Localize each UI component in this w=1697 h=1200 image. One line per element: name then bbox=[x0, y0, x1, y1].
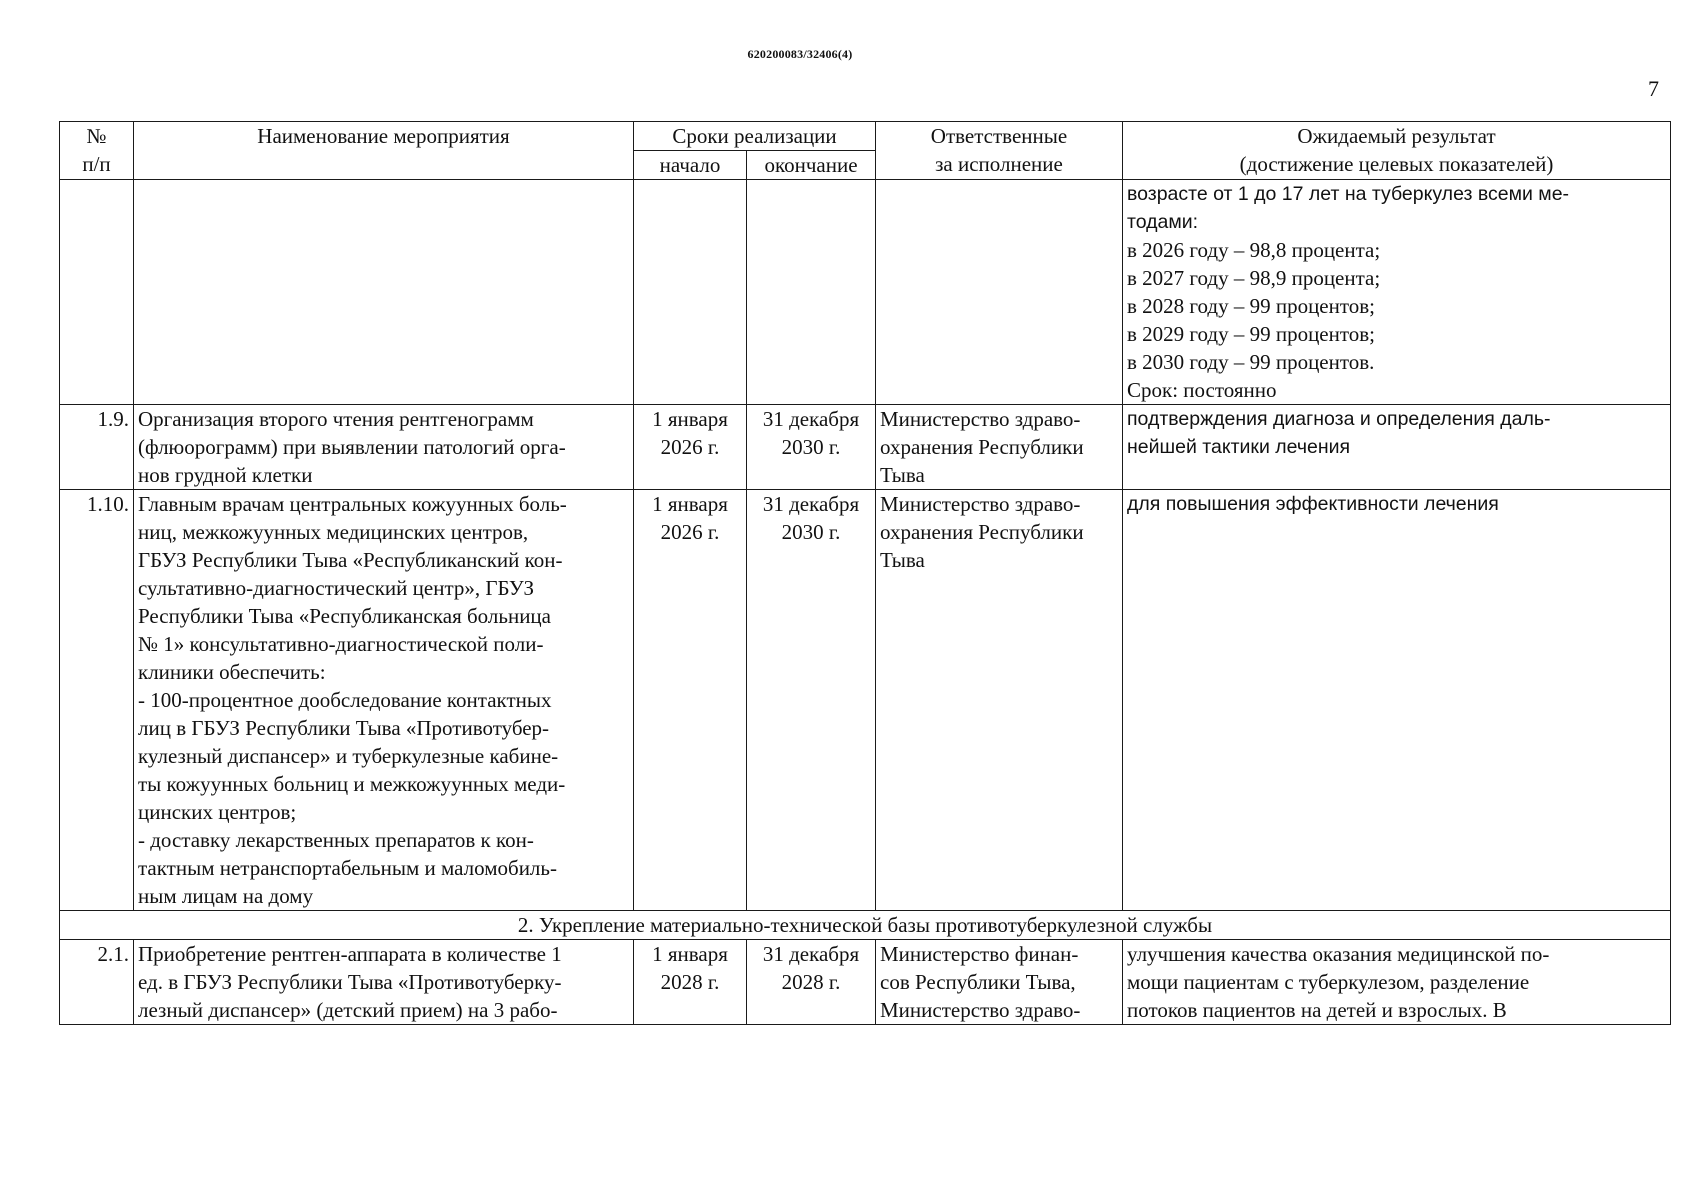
name-line: (флюорограмм) при выявлении патологий орга- bbox=[138, 435, 566, 459]
name-line: - 100-процентное дообследование контактных bbox=[138, 688, 552, 712]
start-line: 1 января bbox=[652, 407, 728, 431]
name-line: ным лицам на дому bbox=[138, 884, 314, 908]
result-line: в 2030 году – 99 процентов. bbox=[1127, 350, 1375, 374]
cell-name bbox=[134, 940, 634, 1025]
header-row-1 bbox=[60, 122, 1671, 151]
table-row bbox=[60, 405, 1671, 490]
cell-start bbox=[634, 405, 747, 490]
name-line: сультативно-диагностический центр», ГБУЗ bbox=[138, 576, 534, 600]
name-line: нов грудной клетки bbox=[138, 463, 313, 487]
document-id: 620200083/32406(4) bbox=[747, 47, 853, 61]
cell-end bbox=[747, 405, 876, 490]
header-result bbox=[1123, 122, 1671, 180]
name-line: № 1» консультативно-диагностической поли- bbox=[138, 632, 544, 656]
result-line: в 2029 году – 99 процентов; bbox=[1127, 322, 1376, 346]
responsible-line: Министерство здраво- bbox=[880, 407, 1081, 431]
responsible-line: охранения Республики bbox=[880, 435, 1084, 459]
header-name: Наименование мероприятия bbox=[134, 122, 634, 180]
result-line: улучшения качества оказания медицинской по- bbox=[1127, 942, 1550, 966]
measures-table bbox=[59, 121, 1671, 1025]
cell-num: 1.10. bbox=[60, 490, 134, 911]
responsible-line: Тыва bbox=[880, 548, 925, 572]
end-line: 31 декабря bbox=[762, 407, 860, 431]
responsible-line: сов Республики Тыва, bbox=[880, 970, 1076, 994]
result-line: потоков пациентов на детей и взрослых. В bbox=[1127, 998, 1507, 1022]
result-line: в 2028 году – 99 процентов; bbox=[1127, 294, 1376, 318]
header-responsible-line: за исполнение bbox=[935, 152, 1063, 176]
cell-responsible bbox=[876, 180, 1123, 405]
name-line: ГБУЗ Республики Тыва «Республиканский кон- bbox=[138, 548, 563, 572]
header-result-line: Ожидаемый результат bbox=[1297, 124, 1496, 148]
name-line: Организация второго чтения рентгенограмм bbox=[138, 407, 534, 431]
cell-responsible bbox=[876, 405, 1123, 490]
end-line: 2028 г. bbox=[781, 970, 841, 994]
section-row bbox=[60, 911, 1671, 940]
name-line: лиц в ГБУЗ Республики Тыва «Противотубер- bbox=[138, 716, 550, 740]
end-line: 31 декабря bbox=[762, 492, 860, 516]
start-line: 1 января bbox=[652, 492, 728, 516]
name-line: Главным врачам центральных кожуунных боль- bbox=[138, 492, 567, 516]
cell-result bbox=[1123, 405, 1671, 490]
header-end: окончание bbox=[747, 151, 876, 180]
end-line: 2030 г. bbox=[781, 435, 841, 459]
result-line: для повышения эффективности лечения bbox=[1127, 493, 1499, 515]
responsible-line: Министерство здраво- bbox=[880, 998, 1081, 1022]
name-line: Республики Тыва «Республиканская больница bbox=[138, 604, 551, 628]
name-line: клиники обеспечить: bbox=[138, 660, 326, 684]
cell-end bbox=[747, 180, 876, 405]
cell-start bbox=[634, 180, 747, 405]
result-line: мощи пациентам с туберкулезом, разделение bbox=[1127, 970, 1530, 994]
table-row bbox=[60, 940, 1671, 1025]
end-line: 2030 г. bbox=[781, 520, 841, 544]
cell-num: 2.1. bbox=[60, 940, 134, 1025]
cell-start bbox=[634, 940, 747, 1025]
responsible-line: Министерство финан- bbox=[880, 942, 1079, 966]
cell-result bbox=[1123, 940, 1671, 1025]
cell-responsible bbox=[876, 940, 1123, 1025]
cell-name bbox=[134, 490, 634, 911]
name-line: лезный диспансер» (детский прием) на 3 рабо- bbox=[138, 998, 558, 1022]
cell-result bbox=[1123, 180, 1671, 405]
cell-name bbox=[134, 180, 634, 405]
end-line: 31 декабря bbox=[762, 942, 860, 966]
responsible-line: Министерство здраво- bbox=[880, 492, 1081, 516]
header-num-line: п/п bbox=[82, 152, 111, 176]
result-line: тодами: bbox=[1127, 211, 1199, 233]
name-line: кулезный диспансер» и туберкулезные кабине- bbox=[138, 744, 559, 768]
name-line: ниц, межкожуунных медицинских центров, bbox=[138, 520, 529, 544]
result-line: возрасте от 1 до 17 лет на туберкулез всеми ме- bbox=[1127, 183, 1570, 205]
table-row bbox=[60, 490, 1671, 911]
result-line: нейшей тактики лечения bbox=[1127, 436, 1351, 458]
section-title: 2. Укрепление материально-технической базы противотуберкулезной службы bbox=[60, 911, 1671, 940]
table-row bbox=[60, 180, 1671, 405]
name-line: - доставку лекарственных препаратов к кон- bbox=[138, 828, 534, 852]
name-line: Приобретение рентген-аппарата в количестве 1 bbox=[138, 942, 562, 966]
result-line: подтверждения диагноза и определения даль- bbox=[1127, 408, 1551, 430]
start-line: 2026 г. bbox=[660, 435, 720, 459]
cell-num bbox=[60, 180, 134, 405]
name-line: цинских центров; bbox=[138, 800, 297, 824]
header-num bbox=[60, 122, 134, 180]
cell-responsible bbox=[876, 490, 1123, 911]
start-line: 1 января bbox=[652, 942, 728, 966]
header-start: начало bbox=[634, 151, 747, 180]
cell-num: 1.9. bbox=[60, 405, 134, 490]
result-line: в 2027 году – 98,9 процента; bbox=[1127, 266, 1381, 290]
responsible-line: охранения Республики bbox=[880, 520, 1084, 544]
start-line: 2028 г. bbox=[660, 970, 720, 994]
cell-result bbox=[1123, 490, 1671, 911]
header-num-line: № bbox=[86, 124, 107, 148]
header-terms: Сроки реализации bbox=[634, 122, 876, 151]
cell-end bbox=[747, 490, 876, 911]
start-line: 2026 г. bbox=[660, 520, 720, 544]
responsible-line: Тыва bbox=[880, 463, 925, 487]
cell-start bbox=[634, 490, 747, 911]
name-line: ед. в ГБУЗ Республики Тыва «Противотуберку- bbox=[138, 970, 562, 994]
cell-name bbox=[134, 405, 634, 490]
header-responsible bbox=[876, 122, 1123, 180]
result-line: в 2026 году – 98,8 процента; bbox=[1127, 238, 1381, 262]
page-number: 7 bbox=[1648, 76, 1659, 101]
header-result-line: (достижение целевых показателей) bbox=[1239, 152, 1554, 176]
result-line: Срок: постоянно bbox=[1127, 378, 1277, 402]
header-responsible-line: Ответственные bbox=[930, 124, 1068, 148]
name-line: тактным нетранспортабельным и маломобиль- bbox=[138, 856, 557, 880]
cell-end bbox=[747, 940, 876, 1025]
name-line: ты кожуунных больниц и межкожуунных меди- bbox=[138, 772, 566, 796]
